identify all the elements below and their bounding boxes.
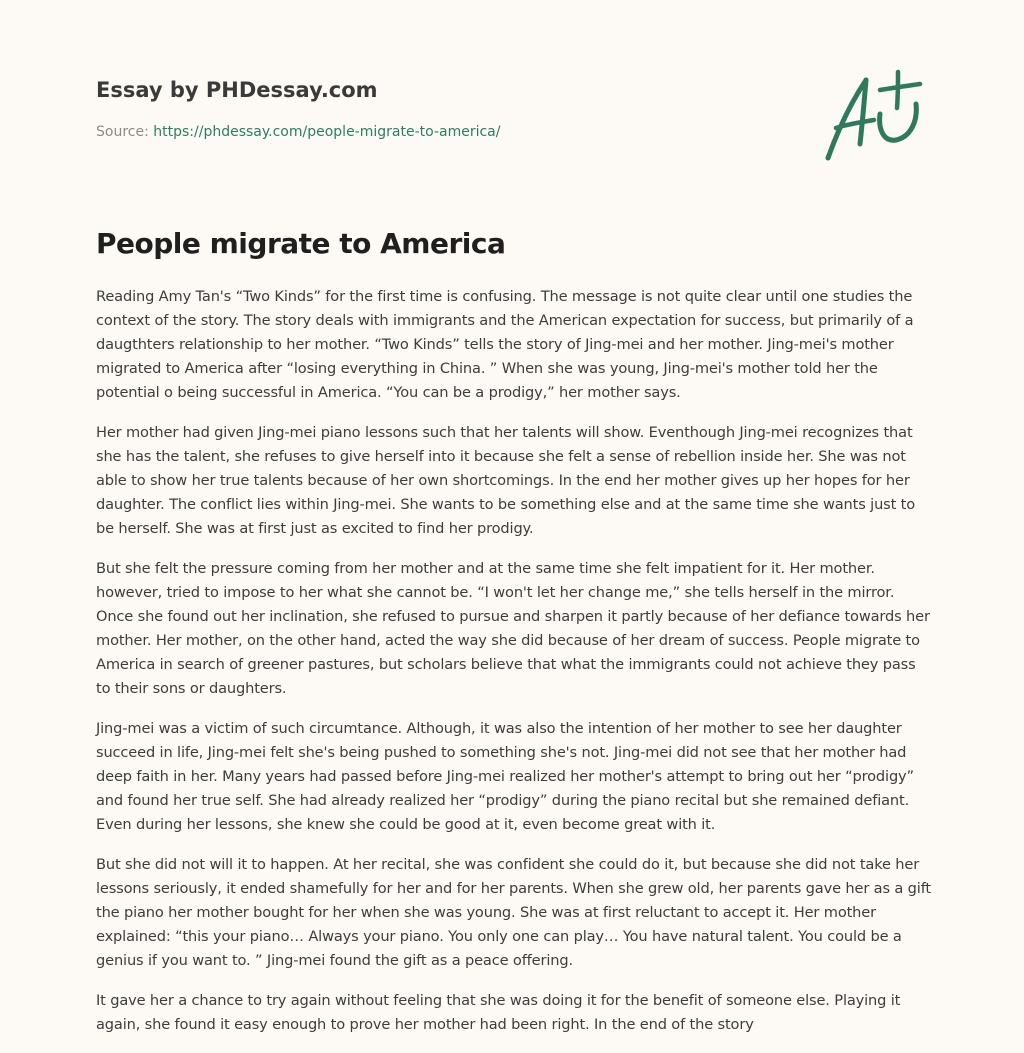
source-link[interactable]: https://phdessay.com/people-migrate-to-america/ bbox=[153, 124, 501, 140]
a-plus-logo-icon bbox=[818, 64, 930, 168]
source-label: Source: bbox=[96, 124, 149, 140]
essay-body bbox=[96, 285, 932, 1053]
essay-paragraph: Jing-mei was a victim of such circumtance. Although, it was also the intention of her mother to see her daughter succeed in life, Jing-mei felt she's being pushed to something she's not. Jing-mei did not see that her mother had deep faith in her. Many years had passed before Jing-mei realized her mother's attempt to bring out her “prodigy” and found her true self. She had already realized her “prodigy” during the piano recital but she remained defiant. Even during her lessons, she knew she could be good at it, even become great with it. bbox=[96, 720, 914, 833]
essay-paragraph: It gave her a chance to try again without feeling that she was doing it for the benefit of someone else. Playing it again, she found it easy enough to prove her mother had been right. In the end of the story bbox=[96, 992, 901, 1033]
essay-title: People migrate to America bbox=[96, 227, 506, 260]
page-header bbox=[96, 76, 796, 142]
essay-paragraph: Reading Amy Tan's “Two Kinds” for the first time is confusing. The message is not quite clear until one studies the context of the story. The story deals with immigrants and the American expectation for success, but primarily of a daugthters relationship to her mother. “Two Kinds” tells the story of Jing-mei and her mother. Jing-mei's mother migrated to America after “losing everything in China. ” When she was young, Jing-mei's mother told her the potential o being successful in America. “You can be a prodigy,” her mother says. bbox=[96, 288, 914, 401]
essay-paragraph: Her mother had given Jing-mei piano lessons such that her talents will show. Eventhough Jing-mei recognizes that she has the talent, she refuses to give herself into it because she felt a sense of rebellion inside her. She was not able to show her true talents because of her own shortcomings. In the end her mother gives up her hopes for her daughter. The conflict lies within Jing-mei. She wants to be something else and at the same time she wants just to be herself. She was at first just as excited to find her prodigy. bbox=[96, 424, 916, 537]
source-line bbox=[96, 122, 796, 142]
essay-paragraph: But she did not will it to happen. At her recital, she was confident she could do it, but because she did not take her lessons seriously, it ended shamefully for her and for her parents. When she grew old, her parents gave her as a gift the piano her mother bought for her when she was young. She was at first reluctant to accept it. Her mother explained: “this your piano… Always your piano. You only one can play… You have natural talent. You could be a genius if you want to. ” Jing-mei found the gift as a peace offering. bbox=[96, 856, 932, 969]
site-title: Essay by PHDessay.com bbox=[96, 78, 378, 102]
essay-paragraph: But she felt the pressure coming from her mother and at the same time she felt impatient for it. Her mother. however, tried to impose to her what she cannot be. “I won't let her change me,” she tells herself in the mirror. Once she found out her inclination, she refused to pursue and sharpen it partly because of her defiance towards her mother. Her mother, on the other hand, acted the way she did because of her dream of success. People migrate to America in search of greener pastures, but scholars believe that what the immigrants could not achieve they pass to their sons or daughters. bbox=[96, 560, 930, 697]
